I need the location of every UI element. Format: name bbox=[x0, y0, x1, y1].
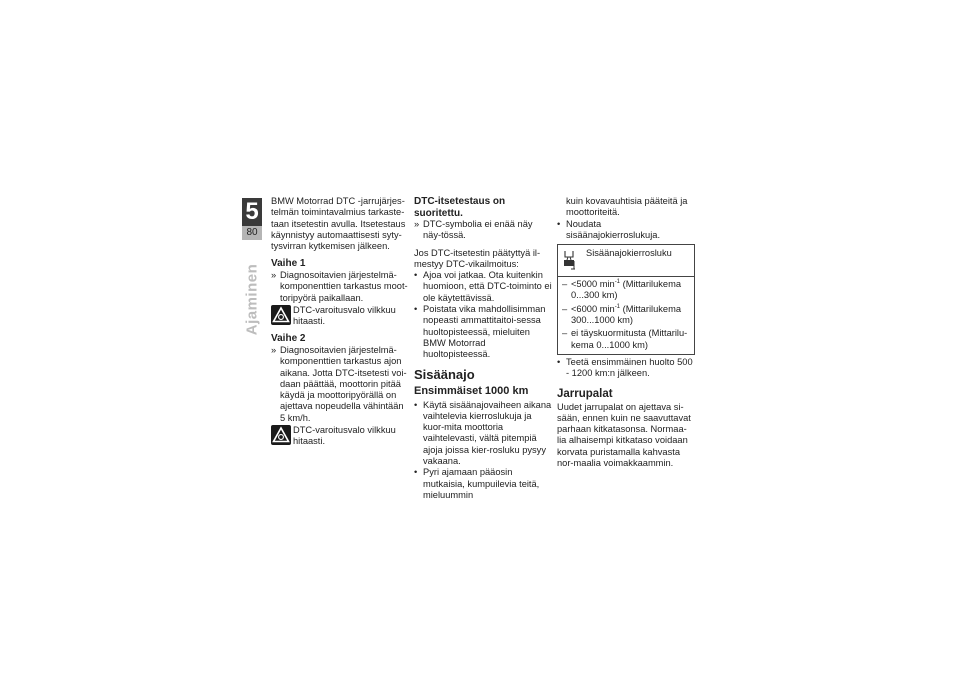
rpm-limit-text: <5000 $\min^{-1}$ (Mittarilukema 0...300 km) bbox=[571, 279, 681, 301]
bullet-icon: • bbox=[414, 399, 418, 410]
column-3 bbox=[557, 196, 695, 469]
self-test-done-heading: DTC-itsetestaus on suoritettu. bbox=[414, 196, 506, 219]
phase-2-warning-text: DTC-varoitusvalo vilkkuu hitaasti. bbox=[293, 425, 396, 447]
phase-2-step bbox=[271, 345, 409, 424]
list-item bbox=[414, 467, 552, 501]
phase-1-step-text: Diagnosoitavien järjestelmä-komponenttien tarkastus moot-toripyörä paikallaan. bbox=[280, 269, 408, 303]
list-item bbox=[414, 304, 552, 360]
list-item bbox=[562, 328, 690, 351]
page-number: 80 bbox=[242, 226, 262, 240]
list-item bbox=[562, 304, 690, 327]
list-item bbox=[414, 270, 552, 304]
bullet-icon: • bbox=[414, 304, 418, 315]
phase-2-warning bbox=[271, 425, 409, 448]
self-test-done-step bbox=[414, 219, 552, 242]
bullet-icon: • bbox=[557, 356, 561, 367]
phase-1-heading: Vaihe 1 bbox=[271, 258, 306, 270]
chapter-number: 5 bbox=[242, 198, 262, 226]
dtc-warning-light-icon bbox=[271, 425, 291, 445]
list-item-text: Poistata vika mahdollisimman nopeasti ammattitaitoi-sessa huoltopisteessä, mieluiten BMW Motorrad huoltopisteessä. bbox=[423, 304, 546, 360]
dash-icon: – bbox=[562, 303, 568, 314]
step-arrow-icon: » bbox=[271, 269, 277, 280]
subsection-heading: Ensimmäiset 1000 km bbox=[414, 384, 529, 397]
phase-1-warning bbox=[271, 305, 409, 328]
phase-1-warning-text: DTC-varoitusvalo vilkkuu hitaasti. bbox=[293, 304, 396, 327]
break-in-rpm-list bbox=[558, 277, 694, 354]
fail-intro: Jos DTC-itsetestin päätyttyä il-mestyy DTC-vikailmoitus: bbox=[414, 247, 541, 269]
bullet-icon: • bbox=[414, 467, 418, 478]
break-in-rpm-box-header bbox=[558, 245, 694, 277]
step-arrow-icon: » bbox=[271, 344, 277, 355]
continued-text: kuin kovavauhtisia pääteitä ja moottoriteitä. bbox=[566, 196, 688, 218]
list-item-text: Noudata sisäänajokierroslukuja. bbox=[566, 218, 661, 240]
intro-paragraph: BMW Motorrad DTC -jarrujärjes-telmän toimintavalmius tarkaste-taan itsetestin avulla. Itsetestaus käynnistyy automaattisesti syty-tysvirran kytkemisen jälkeen. bbox=[271, 196, 406, 252]
self-test-done-text: DTC-symbolia ei enää näy näy-tössä. bbox=[423, 219, 533, 241]
list-item-text: Käytä sisäänajovaiheen aikana vaihtelevia kierroslukuja ja kuor-mita moottoria vaihtelevasti, vältä pitempiä ajoja joissa kier-rosluku pysyy vakaana. bbox=[423, 399, 552, 467]
list-item-text: Pyri ajamaan pääosin mutkaisia, kumpuilevia teitä, mieluummin bbox=[423, 467, 540, 500]
engine-speed-icon bbox=[562, 248, 576, 270]
break-in-rpm-box-title: Sisäänajokierrosluku bbox=[586, 248, 672, 259]
section-heading: Sisäänajo bbox=[414, 366, 475, 382]
list-item bbox=[557, 357, 695, 380]
dash-icon: – bbox=[562, 279, 568, 290]
dtc-warning-light-icon bbox=[271, 305, 291, 325]
chapter-title bbox=[233, 254, 271, 344]
dash-icon: – bbox=[562, 328, 568, 339]
brakes-heading: Jarrupalat bbox=[557, 387, 613, 400]
list-item-text: Teetä ensimmäinen huolto 500 - 1200 km:n jälkeen. bbox=[566, 356, 693, 379]
bullet-icon: • bbox=[414, 270, 418, 281]
bullet-icon: • bbox=[557, 218, 561, 229]
chapter-title-text: Ajaminen bbox=[243, 263, 261, 335]
list-item bbox=[414, 400, 552, 468]
phase-2-step-text: Diagnosoitavien järjestelmä-komponenttien tarkastus ajon aikana. Jotta DTC-itsetesti voi-daan päättää, moottorin pitää käydä ja moottoripyörällä on ajettava nopeudella vähintään 5 km/h. bbox=[280, 344, 407, 423]
phase-2-heading: Vaihe 2 bbox=[271, 333, 306, 345]
list-item bbox=[562, 279, 690, 302]
break-in-rpm-box bbox=[557, 244, 695, 355]
step-arrow-icon: » bbox=[414, 219, 420, 229]
column-1 bbox=[271, 196, 409, 449]
rpm-limit-text: ei täyskuormitusta (Mittarilu-kema 0...1000 km) bbox=[571, 328, 688, 350]
brakes-paragraph: Uudet jarrupalat on ajettava si-sään, ennen kuin ne saavuttavat parhaan kitkatasonsa. Normaa-lia alhaisempi kitkataso voidaan korvata puristamalla kahvasta nor-maalia voimakkaammin. bbox=[557, 401, 691, 469]
list-item-text: Ajoa voi jatkaa. Ota kuitenkin huomioon, että DTC-toiminto ei ole käytettävissä. bbox=[423, 270, 552, 303]
rpm-limit-text: <6000 $\min^{-1}$ (Mittarilukema 300...1000 km) bbox=[571, 303, 681, 326]
phase-1-step bbox=[271, 270, 409, 304]
column-2 bbox=[414, 196, 552, 501]
list-item bbox=[557, 219, 695, 242]
